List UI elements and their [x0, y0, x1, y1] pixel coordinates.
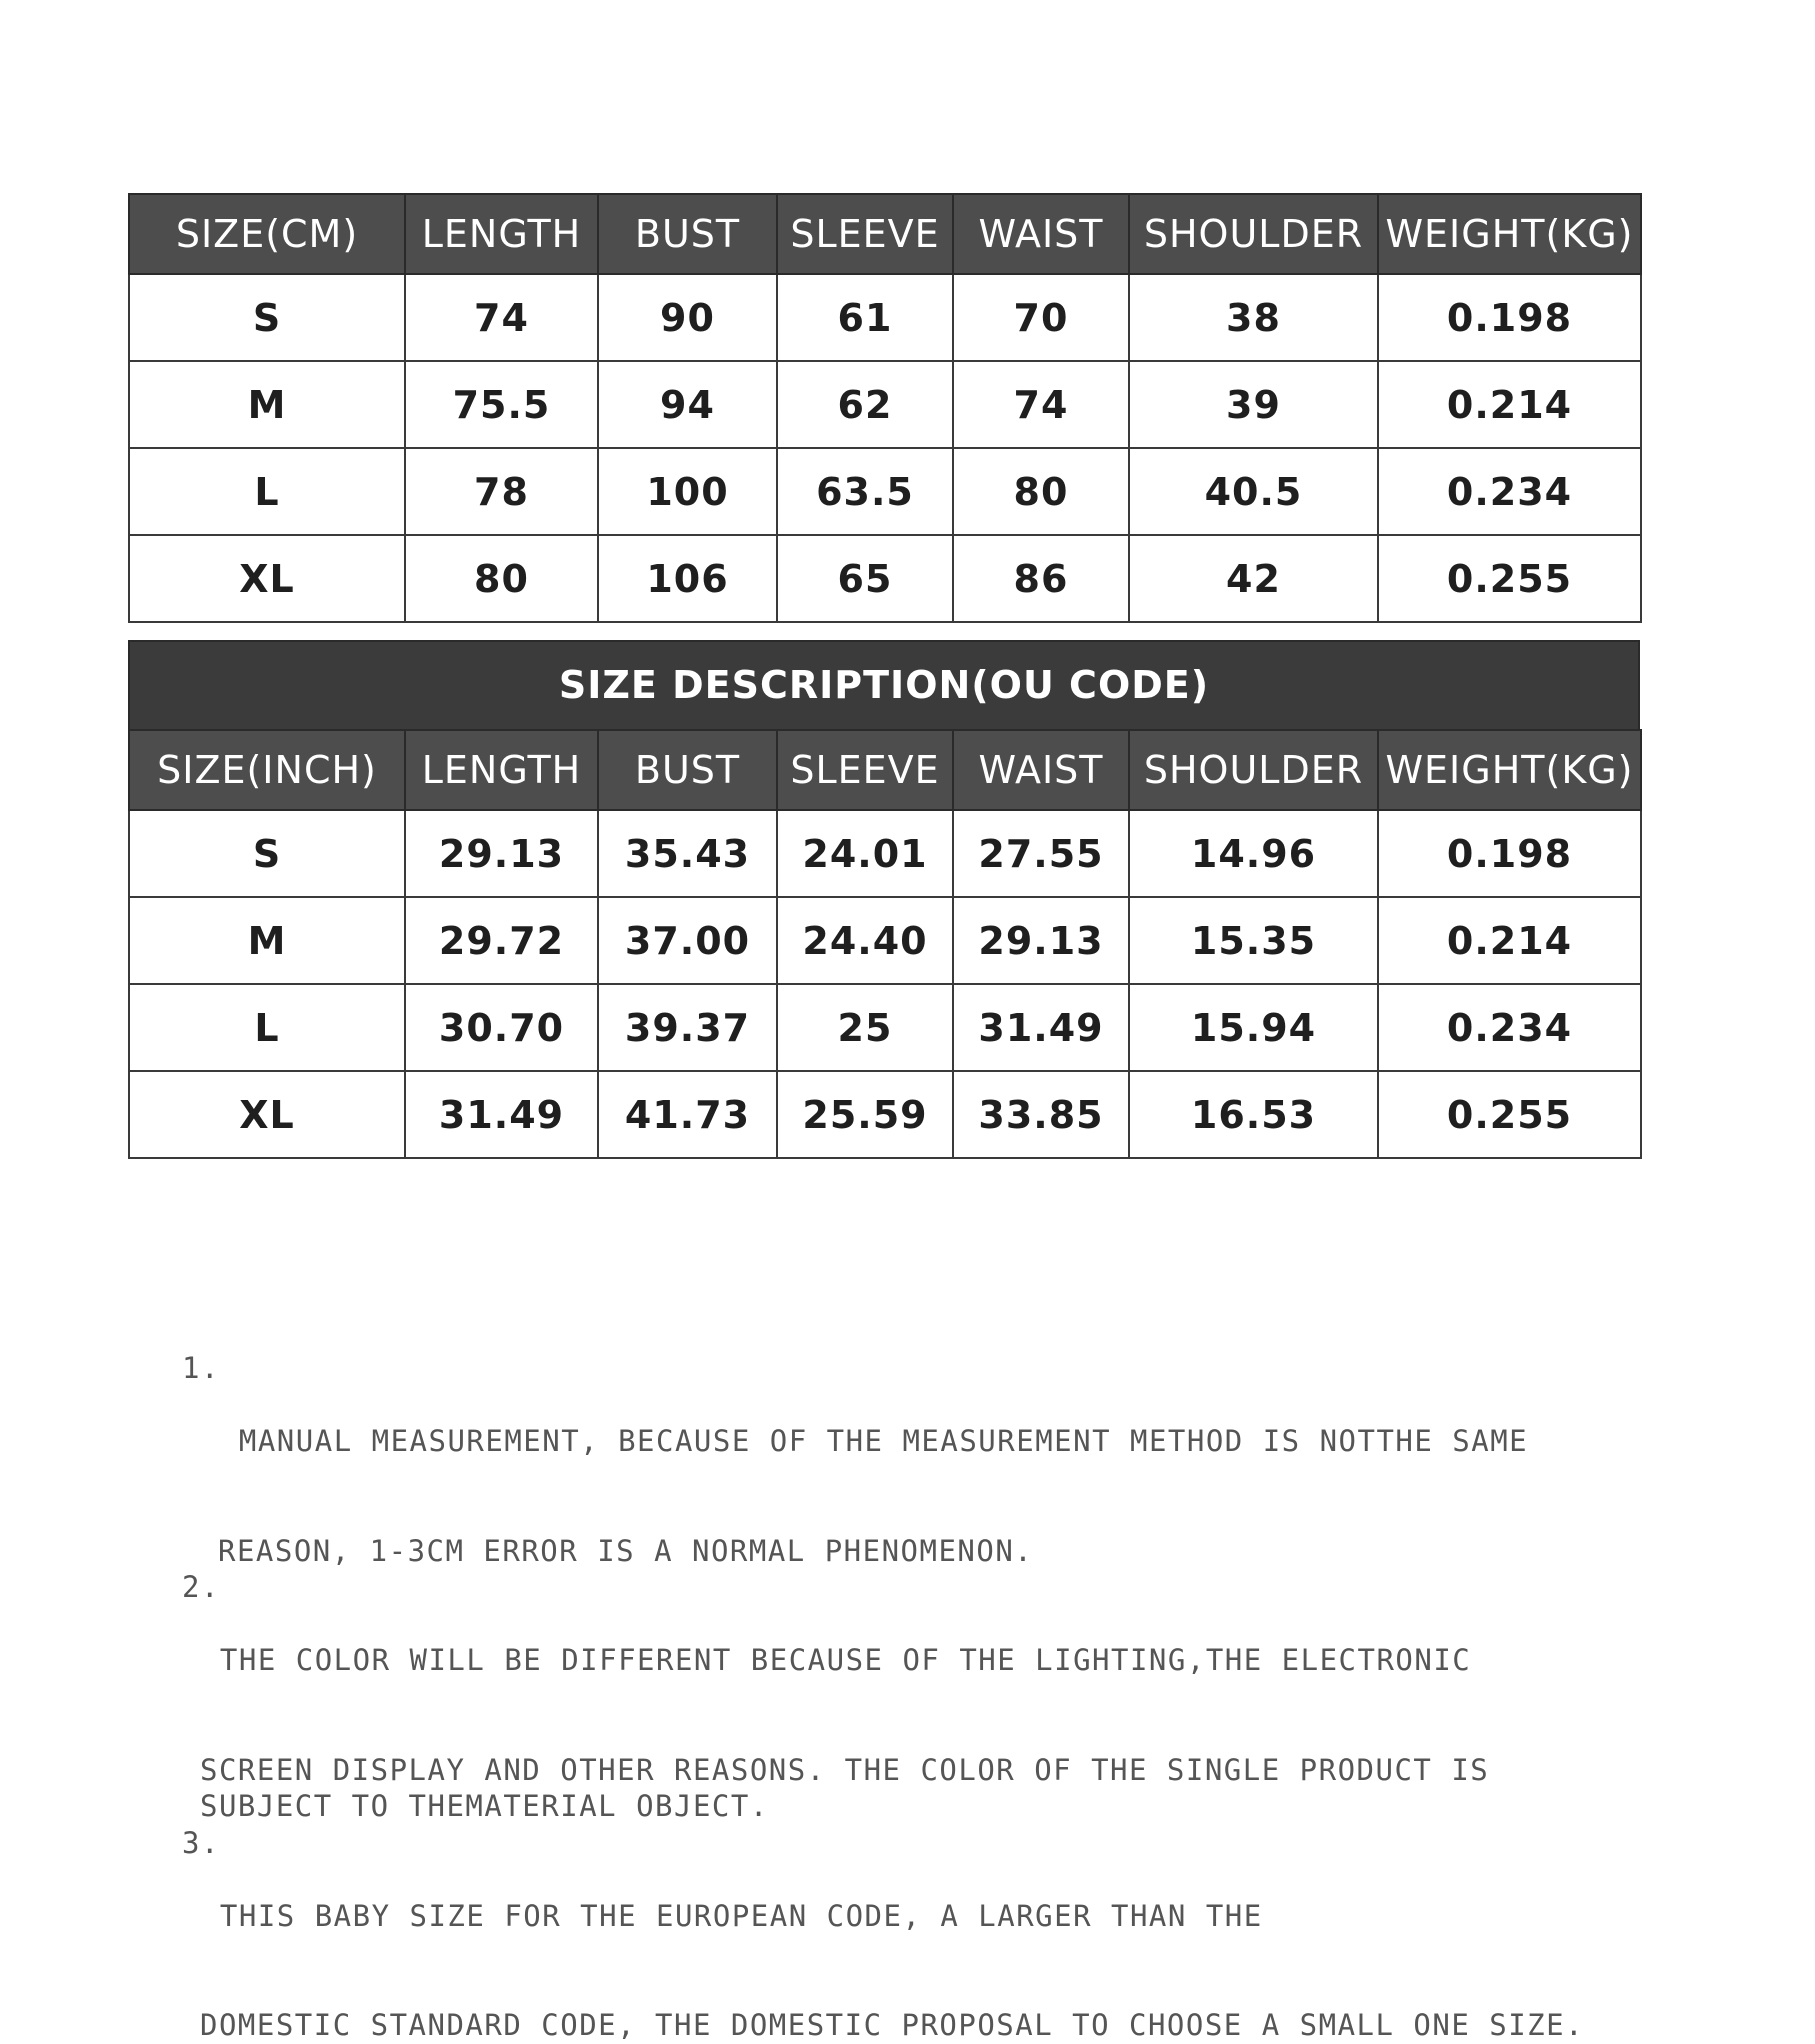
- note-line: THIS BABY SIZE FOR THE EUROPEAN CODE, A LARGER THAN THE: [219, 1898, 1263, 1933]
- cm-header-weight: WEIGHT(KG): [1378, 194, 1641, 274]
- table-cell: 62: [777, 361, 953, 448]
- note-line: MANUAL MEASUREMENT, BECAUSE OF THE MEASUREMENT METHOD IS NOTTHE SAME: [238, 1424, 1529, 1458]
- table-cell: 0.198: [1378, 810, 1641, 897]
- table-cell: 14.96: [1129, 810, 1378, 897]
- table-cell: 80: [405, 535, 598, 622]
- table-row: [129, 984, 1641, 1071]
- table-cell: 74: [953, 361, 1129, 448]
- table-cell: 29.72: [405, 897, 598, 984]
- table-cell: 63.5: [777, 448, 953, 535]
- note-body: [220, 1569, 1642, 1752]
- note-body: [239, 1350, 1642, 1533]
- table-row: [129, 274, 1641, 361]
- cm-size-table: [128, 193, 1642, 623]
- table-row: [129, 1071, 1641, 1158]
- table-cell: 94: [598, 361, 777, 448]
- size-chart: [128, 193, 1640, 1159]
- note-body: [220, 1825, 1642, 2008]
- table-cell: 24.01: [777, 810, 953, 897]
- table-cell: S: [129, 810, 405, 897]
- inch-header-length: LENGTH: [405, 730, 598, 810]
- table-cell: 0.234: [1378, 448, 1641, 535]
- table-cell: 100: [598, 448, 777, 535]
- cm-header-waist: WAIST: [953, 194, 1129, 274]
- table-row: [129, 535, 1641, 622]
- table-cell: S: [129, 274, 405, 361]
- table-cell: 41.73: [598, 1071, 777, 1158]
- note-number: 1.: [182, 1351, 239, 1385]
- table-cell: 39.37: [598, 984, 777, 1071]
- table-cell: 24.40: [777, 897, 953, 984]
- note-item: [182, 1350, 1642, 1533]
- note-item: [182, 1825, 1642, 2008]
- table-cell: 86: [953, 535, 1129, 622]
- cm-header-size: SIZE(CM): [129, 194, 405, 274]
- table-cell: 78: [405, 448, 598, 535]
- inch-header-bust: BUST: [598, 730, 777, 810]
- table-cell: L: [129, 984, 405, 1071]
- table-cell: 33.85: [953, 1071, 1129, 1158]
- table-cell: 106: [598, 535, 777, 622]
- note-line: DOMESTIC STANDARD CODE, THE DOMESTIC PROPOSAL TO CHOOSE A SMALL ONE SIZE.: [200, 2008, 1585, 2042]
- table-cell: 29.13: [953, 897, 1129, 984]
- table-cell: 15.35: [1129, 897, 1378, 984]
- table-cell: 31.49: [953, 984, 1129, 1071]
- table-cell: 39: [1129, 361, 1378, 448]
- note-number: 2.: [182, 1570, 220, 1604]
- note-item: [182, 1569, 1642, 1752]
- table-cell: 38: [1129, 274, 1378, 361]
- cm-header-length: LENGTH: [405, 194, 598, 274]
- table-cell: 0.198: [1378, 274, 1641, 361]
- table-cell: 25.59: [777, 1071, 953, 1158]
- inch-header-size: SIZE(INCH): [129, 730, 405, 810]
- table-cell: 0.255: [1378, 1071, 1641, 1158]
- table-row: [129, 448, 1641, 535]
- table-cell: 75.5: [405, 361, 598, 448]
- table-cell: XL: [129, 535, 405, 622]
- table-cell: 74: [405, 274, 598, 361]
- table-cell: 65: [777, 535, 953, 622]
- note-line: SCREEN DISPLAY AND OTHER REASONS. THE COLOR OF THE SINGLE PRODUCT IS: [200, 1752, 1490, 1787]
- cm-header-bust: BUST: [598, 194, 777, 274]
- table-row: [129, 810, 1641, 897]
- table-cell: L: [129, 448, 405, 535]
- table-cell: 0.214: [1378, 897, 1641, 984]
- table-cell: 30.70: [405, 984, 598, 1071]
- table-cell: 0.214: [1378, 361, 1641, 448]
- section-title: SIZE DESCRIPTION(OU CODE): [128, 640, 1640, 729]
- table-cell: 37.00: [598, 897, 777, 984]
- table-cell: XL: [129, 1071, 405, 1158]
- inch-header-weight: WEIGHT(KG): [1378, 730, 1641, 810]
- table-cell: 29.13: [405, 810, 598, 897]
- table-cell: M: [129, 361, 405, 448]
- note-line: SUBJECT TO THEMATERIAL OBJECT.: [200, 1789, 769, 1823]
- table-cell: 15.94: [1129, 984, 1378, 1071]
- table-cell: 16.53: [1129, 1071, 1378, 1158]
- inch-header-row: [129, 730, 1641, 810]
- table-cell: 0.234: [1378, 984, 1641, 1071]
- cm-header-row: [129, 194, 1641, 274]
- notes: [182, 1350, 1642, 2044]
- table-cell: 70: [953, 274, 1129, 361]
- table-cell: 25: [777, 984, 953, 1071]
- table-cell: 40.5: [1129, 448, 1378, 535]
- inch-header-waist: WAIST: [953, 730, 1129, 810]
- note-number: 3.: [182, 1825, 220, 1860]
- table-cell: 35.43: [598, 810, 777, 897]
- inch-header-shoulder: SHOULDER: [1129, 730, 1378, 810]
- note-line: THE COLOR WILL BE DIFFERENT BECAUSE OF THE LIGHTING,THE ELECTRONIC: [219, 1643, 1472, 1677]
- table-cell: 90: [598, 274, 777, 361]
- note-line: REASON, 1-3CM ERROR IS A NORMAL PHENOMENON.: [218, 1533, 1034, 1568]
- table-cell: 0.255: [1378, 535, 1641, 622]
- table-cell: 31.49: [405, 1071, 598, 1158]
- table-cell: 80: [953, 448, 1129, 535]
- table-cell: 61: [777, 274, 953, 361]
- table-cell: 42: [1129, 535, 1378, 622]
- table-cell: M: [129, 897, 405, 984]
- inch-header-sleeve: SLEEVE: [777, 730, 953, 810]
- table-cell: 27.55: [953, 810, 1129, 897]
- table-row: [129, 361, 1641, 448]
- cm-header-shoulder: SHOULDER: [1129, 194, 1378, 274]
- cm-header-sleeve: SLEEVE: [777, 194, 953, 274]
- table-row: [129, 897, 1641, 984]
- inch-size-table: [128, 729, 1642, 1159]
